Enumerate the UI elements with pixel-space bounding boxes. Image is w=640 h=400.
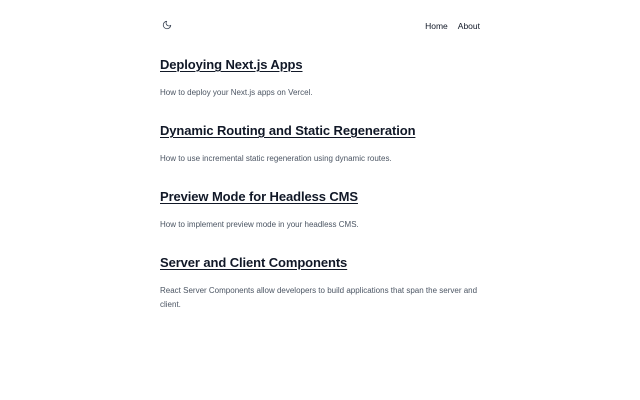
post-description: React Server Components allow developers to build applications that span the server and client. bbox=[160, 286, 478, 309]
post-description: How to deploy your Next.js apps on Vercel. bbox=[160, 88, 313, 97]
moon-icon bbox=[162, 20, 172, 30]
post-description: How to implement preview mode in your headless CMS. bbox=[160, 220, 359, 229]
main-nav bbox=[425, 20, 480, 32]
post-description: How to use incremental static regeneration using dynamic routes. bbox=[160, 154, 392, 163]
content-container bbox=[160, 0, 480, 309]
post-title-link[interactable]: Preview Mode for Headless CMS bbox=[160, 189, 358, 204]
post-item bbox=[160, 254, 480, 312]
nav-about-link[interactable]: About bbox=[457, 21, 480, 31]
nav-home-link[interactable]: Home bbox=[425, 21, 448, 31]
post-title-link[interactable]: Deploying Next.js Apps bbox=[160, 57, 303, 72]
site-header bbox=[160, 0, 480, 52]
post-item bbox=[160, 56, 480, 100]
post-item bbox=[160, 122, 480, 166]
theme-toggle-button[interactable] bbox=[160, 18, 174, 32]
post-title-link[interactable]: Dynamic Routing and Static Regeneration bbox=[160, 123, 416, 138]
post-title-link[interactable]: Server and Client Components bbox=[160, 255, 348, 270]
post-item bbox=[160, 188, 480, 232]
